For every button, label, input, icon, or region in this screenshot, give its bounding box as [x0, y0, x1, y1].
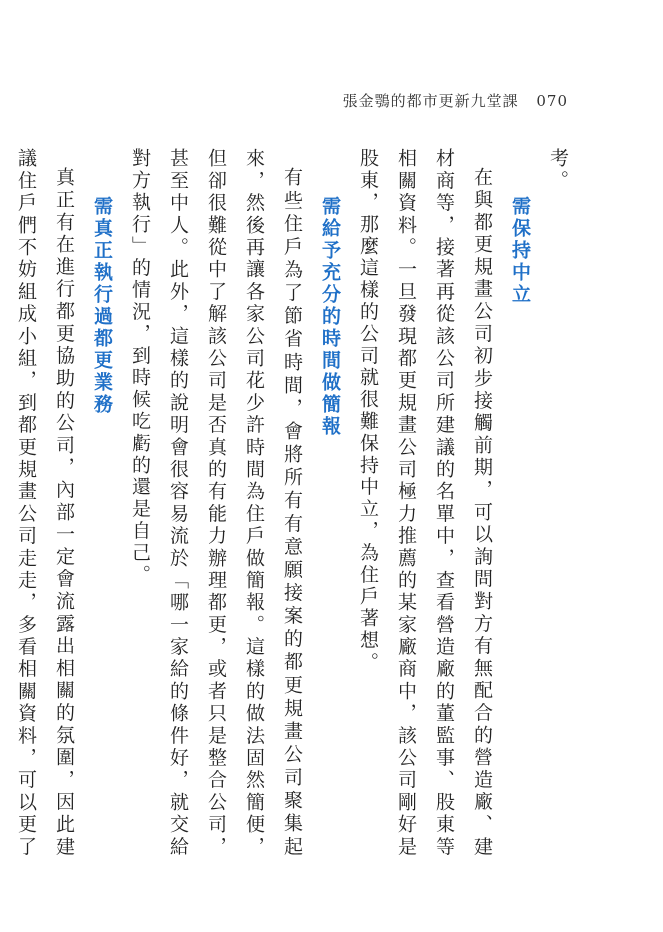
- section-heading-time: 需給予充分的時間做簡報: [319, 195, 341, 438]
- book-title: 張金鶚的都市更新九堂課: [342, 92, 519, 110]
- section-heading-business: 需真正執行過都更業務: [91, 195, 113, 416]
- paragraph-time: 有些住戶為了節省時間，會將所有有意願接案的都更規畫公司聚集起來，然後再讓各家公司花少許時間為住戶做簡報。這樣的做法固然簡便，但卻很難從中了解該公司是否真的有能力辦理都更，或者只是整合公司，甚至中人。此外，這樣的說明會很容易流於「哪一家給的條件好，就交給對方執行」的情況，到時候吃虧的還是自己。: [129, 148, 303, 858]
- section-heading-neutral: 需保持中立: [509, 195, 531, 306]
- paragraph-neutral: 在與都更規畫公司初步接觸前期，可以詢問對方有無配合的營造廠、建材商等，接著再從該公司所建議的名單中，查看營造廠的董監事、股東等相關資料。一旦發現都更規畫公司極力推薦的某家廠商中，該公司剛好是股東，那麼這樣的公司就很難保持中立，為住戶著想。: [357, 148, 493, 858]
- intro-paragraph: 考。: [547, 148, 569, 192]
- vertical-body-text: [15, 148, 577, 858]
- page-number: 070: [536, 92, 568, 110]
- paragraph-business: 真正有在進行都更協助的公司，內部一定會流露出相關的氛圍，因此建議住戶們不妨組成小組，到都更規畫公司走走，多看相關資料，可以更了: [15, 148, 75, 858]
- running-header: [343, 90, 568, 111]
